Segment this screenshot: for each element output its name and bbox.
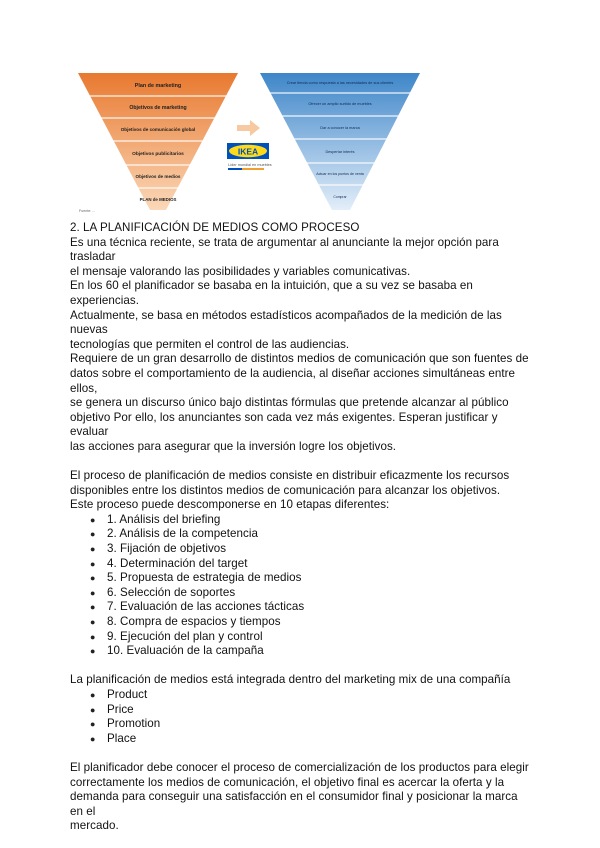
list-item: ● 3. Fijación de objetivos xyxy=(107,542,530,557)
right-funnel-level-6: Comprar xyxy=(333,195,347,199)
marketing-mix-intro: La planificación de medios está integrada dentro del marketing mix de una compañía xyxy=(70,673,511,687)
right-funnel-level-4: Despertar interés xyxy=(325,150,355,154)
intro-line-1: Es una técnica reciente, se trata de argumentar al anunciante la mejor opción para trasladar xyxy=(70,235,499,264)
list-item: ● Promotion xyxy=(107,717,530,732)
intro-line-3: En los 60 el planificador se basaba en la intuición, que a su vez se basaba en experiencias. xyxy=(70,279,473,307)
document-body xyxy=(70,221,530,834)
list-item: ● 4. Determinación del target xyxy=(107,557,530,572)
section-heading: 2. LA PLANIFICACIÓN DE MEDIOS COMO PROCESO xyxy=(70,221,360,234)
closing-line-3: demanda para conseguir una satisfacción en el consumidor final y posicionar la marca en el xyxy=(70,790,518,818)
ikea-logo-text: IKEA xyxy=(237,146,259,157)
media-planning-figure xyxy=(70,68,442,216)
list-item: ● 2. Análisis de la competencia xyxy=(107,527,530,542)
intro-line-9: objetivo Por ello, los anunciantes son cada vez más exigentes. Esperan justificar y evaluar xyxy=(70,410,498,439)
right-funnel-level-5: Actuar en los puntos de venta xyxy=(316,172,364,176)
right-funnel-level-1: Crear tienda como respuesta a las necesidades de sus clientes xyxy=(286,81,394,85)
ikea-caption: Líder mundial en muebles xyxy=(228,163,272,167)
ikea-caption-bar-blue xyxy=(228,168,242,170)
left-funnel-level-2: Objetivos de marketing xyxy=(129,105,187,111)
left-funnel-level-1: Plan de marketing xyxy=(134,83,182,89)
intro-line-6: Requiere de un gran desarrollo de distintos medios de comunicación que son fuentes de xyxy=(70,352,529,366)
funnel-diagram xyxy=(70,68,442,216)
figure-source-note: Fuente: ... xyxy=(79,209,96,213)
list-item: ● Product xyxy=(107,688,530,703)
list-item: ● Price xyxy=(107,703,530,718)
paragraph-spacer xyxy=(70,746,530,761)
intro-line-10: las acciones para asegurar que la inversión logre los objetivos. xyxy=(70,439,397,453)
list-item: ● 8. Compra de espacios y tiempos xyxy=(107,615,530,630)
process-line-1: El proceso de planificación de medios consiste en distribuir eficazmente los recursos xyxy=(70,469,510,483)
intro-line-8: se genera un discurso único bajo distintas fórmulas que pretende alcanzar al público xyxy=(70,396,509,410)
process-line-3: Este proceso puede descomponerse en 10 etapas diferentes: xyxy=(70,498,390,512)
closing-line-2: correctamente los medios de comunicación, el objetivo final es acercar la oferta y la xyxy=(70,775,505,789)
list-item: ● 10. Evaluación de la campaña xyxy=(107,644,530,659)
left-funnel-level-6: PLAN de MEDIOS xyxy=(139,197,177,202)
left-funnel-level-5: Objetivos de medios xyxy=(135,174,181,179)
closing-line-4: mercado. xyxy=(70,819,119,833)
ikea-caption-bar-orange xyxy=(242,168,264,170)
list-item: ● 1. Análisis del briefing xyxy=(107,513,530,528)
list-item: ● 6. Selección de soportes xyxy=(107,586,530,601)
intro-line-2: el mensaje valorando las posibilidades y variables comunicativas. xyxy=(70,264,411,278)
paragraph-spacer xyxy=(70,659,530,674)
ikea-logo xyxy=(227,143,269,159)
left-funnel-level-4: Objetivos publicitarios xyxy=(132,152,184,157)
intro-line-5: tecnologías que permiten el control de las audiencias. xyxy=(70,337,350,351)
list-item: ● 9. Ejecución del plan y control xyxy=(107,630,530,645)
list-item: ● Place xyxy=(107,732,530,747)
closing-line-1: El planificador debe conocer el proceso de comercialización de los productos para elegir xyxy=(70,760,529,774)
stages-list xyxy=(70,513,530,659)
list-item: ● 7. Evaluación de las acciones tácticas xyxy=(107,600,530,615)
right-funnel-level-3: Dar a conocer la marca xyxy=(320,126,360,130)
list-item: ● 5. Propuesta de estrategia de medios xyxy=(107,571,530,586)
arrow-right-icon xyxy=(237,120,260,136)
marketing-mix-list xyxy=(70,688,530,746)
right-funnel-level-2: Ofrecer un amplio surtido de muebles xyxy=(308,102,372,106)
intro-line-4: Actualmente, se basa en métodos estadísticos acompañados de la medición de las nuevas xyxy=(70,308,502,337)
left-funnel-level-3: Objetivos de comunicación global xyxy=(120,127,196,132)
paragraph-spacer xyxy=(70,455,530,470)
process-line-2: disponibles entre los distintos medios de comunicación para alcanzar los objetivos. xyxy=(70,483,501,497)
intro-line-7: datos sobre el comportamiento de la audiencia, al diseñar acciones simultáneas entre ellos, xyxy=(70,366,516,395)
